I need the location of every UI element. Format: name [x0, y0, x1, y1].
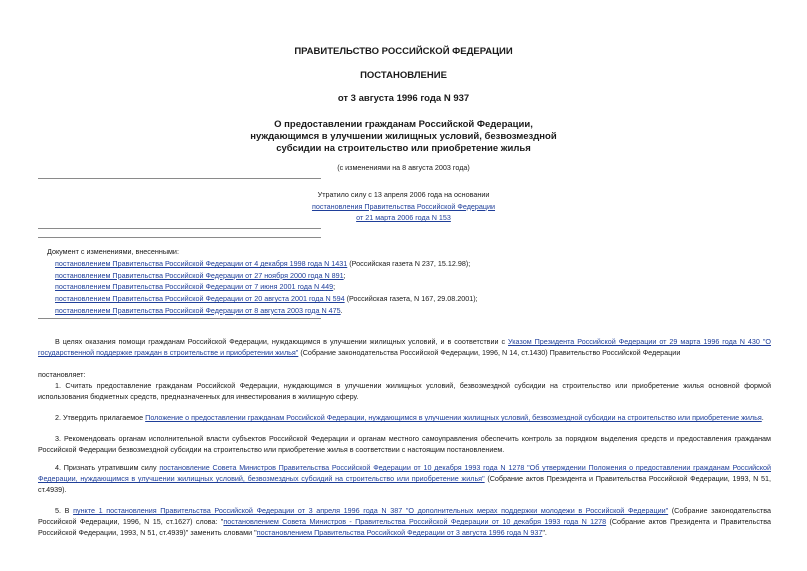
paragraph-4: 4. Признать утратившим силу постановление Совета Министров Правительства Российской Федерации от 10 декабря 1993 года N 1278 "Об утверждении Положения о предоставлении гражданам Российской Федерации, нуждающимся в улучшении жилищных условий, безвозмездных субсидий на строительство или приобретение жилья" (Собрание актов Президента и Правительства Российской Федерации, 1993, N 51, ст.4939).: [38, 463, 772, 494]
amendment-link[interactable]: постановлением Правительства Российской Федерации от 27 ноября 2000 года N 891: [55, 270, 344, 280]
amendment-link[interactable]: постановлением Правительства Российской Федерации от 8 августа 2003 года N 475: [55, 305, 341, 315]
title-line: субсидии на строительство или приобретение жилья: [276, 143, 531, 154]
amended-decree-link[interactable]: пункте 1 постановления Правительства Российской Федерации от 3 апреля 1996 года N 387 "О дополнительных мерах поддержки молодежи в Российской Федерации": [73, 506, 669, 515]
expired-link[interactable]: от 21 марта 2006 года N 153: [356, 213, 451, 222]
divider: [38, 178, 321, 179]
expired-note: [0, 189, 807, 224]
amendment-source: ;: [333, 282, 336, 292]
paragraph-5: 5. В пункте 1 постановления Правительства Российской Федерации от 3 апреля 1996 года N 387 "О дополнительных мерах поддержки молодежи в Российской Федерации" (Собрание законодательства Российской Федерации, 1996, N 15, ст.1627) слова: "постановлением Совета Министров - Правительства Российской Федерации от 10 декабря 1993 года N 1278 (Собрание актов Президента и Правительства Российской Федерации, 1993, N 51, ст.4939)" заменить словами "постановлением Правительства Российской Федерации от 3 августа 1996 года N 937".: [38, 506, 771, 537]
title-line: нуждающимся в улучшении жилищных условий, безвозмездной: [250, 131, 557, 142]
amendment-source: ;: [343, 270, 346, 280]
paragraph-2: 2. Утвердить прилагаемое Положение о предоставлении гражданам Российской Федерации, нуждающимся в улучшении жилищных условий, безвозмездной субсидии на строительство или приобретение жилья.: [55, 413, 764, 422]
repealed-decree-link[interactable]: постановление Совета Министров Правительства Российской Федерации от 10 декабря 1993 года N 1278 "Об утверждении Положения о предоставлении гражданам Российской Федерации, нуждающимся в улучшении жилищных условий, безвозмездных субсидий на строительство или приобретение жилья": [38, 463, 771, 483]
list-item: [55, 270, 478, 282]
amendments-list: [55, 258, 478, 317]
list-item: [55, 281, 478, 293]
title-line: О предоставлении гражданам Российской Федерации,: [274, 119, 533, 130]
decree-link[interactable]: Указом Президента Российской Федерации от 29 марта 1996 года N 430 "О государственной поддержке граждан в строительстве и приобретении жилья": [38, 337, 771, 357]
amendment-link[interactable]: постановлением Правительства Российской Федерации от 20 августа 2001 года N 594: [55, 294, 345, 304]
paragraph-3: 3. Рекомендовать органам исполнительной власти субъектов Российской Федерации и органам местного самоуправления обеспечить контроль за порядком выделения средств и предоставления гражданам Российской Федерации безвозмездной субсидии на строительство или приобретение жилья в соответствии с настоящим постановлением.: [38, 434, 771, 454]
new-wording-link[interactable]: постановлением Правительства Российской Федерации от 3 августа 1996 года N 937: [256, 528, 543, 537]
amendment-link[interactable]: постановлением Правительства Российской Федерации от 4 декабря 1998 года N 1431: [55, 259, 348, 268]
amendment-link[interactable]: постановлением Правительства Российской Федерации от 7 июня 2001 года N 449: [55, 282, 334, 292]
amendments-intro: Документ с изменениями, внесенными:: [47, 247, 179, 256]
divider: [38, 228, 321, 229]
list-item: [55, 305, 478, 317]
expired-link[interactable]: постановления Правительства Российской Федерации: [311, 201, 496, 211]
document-title: [0, 119, 807, 155]
divider: [38, 237, 321, 238]
amended-note: (с изменениями на 8 августа 2003 года): [337, 163, 470, 172]
list-item: [55, 258, 478, 270]
amendment-source: .: [340, 305, 343, 315]
doc-type: ПОСТАНОВЛЕНИЕ: [360, 70, 447, 81]
list-item: [55, 293, 478, 305]
old-wording-link[interactable]: постановлением Совета Министров - Правительства Российской Федерации от 10 декабря 1993 года N 1278: [223, 517, 607, 526]
amendment-source: (Российская газета, N 167, 29.08.2001);: [344, 294, 478, 304]
regulation-link[interactable]: Положение о предоставлении гражданам Российской Федерации, нуждающимся в улучшении жилищных условий, безвозмездной субсидии на строительство или приобретение жилья: [145, 413, 762, 422]
government-header: ПРАВИТЕЛЬСТВО РОССИЙСКОЙ ФЕДЕРАЦИИ: [294, 46, 513, 57]
paragraph-1: 1. Считать предоставление гражданам Российской Федерации, нуждающимся в улучшении жилищных условий, безвозмездной субсидии на строительство или приобретение жилья основной формой использования бюджетных средств, предназначенных для инвестирования в жилищную сферу.: [38, 381, 771, 401]
expired-line: Утратило силу с 13 апреля 2006 года на основании: [317, 190, 490, 199]
preamble: В целях оказания помощи гражданам Российской Федерации, нуждающимся в улучшении жилищных условий, и в соответствии с Указом Президента Российской Федерации от 29 марта 1996 года N 430 "О государственной поддержке граждан в строительстве и приобретении жилья" (Собрание законодательства Российской Федерации, 1996, N 14, ст.1430) Правительство Российской Федерации: [38, 337, 771, 357]
divider: [38, 318, 321, 319]
doc-date-number: от 3 августа 1996 года N 937: [337, 93, 470, 104]
amendment-source: (Российская газета N 237, 15.12.98);: [347, 259, 471, 268]
decrees-word: постановляет:: [38, 370, 86, 379]
